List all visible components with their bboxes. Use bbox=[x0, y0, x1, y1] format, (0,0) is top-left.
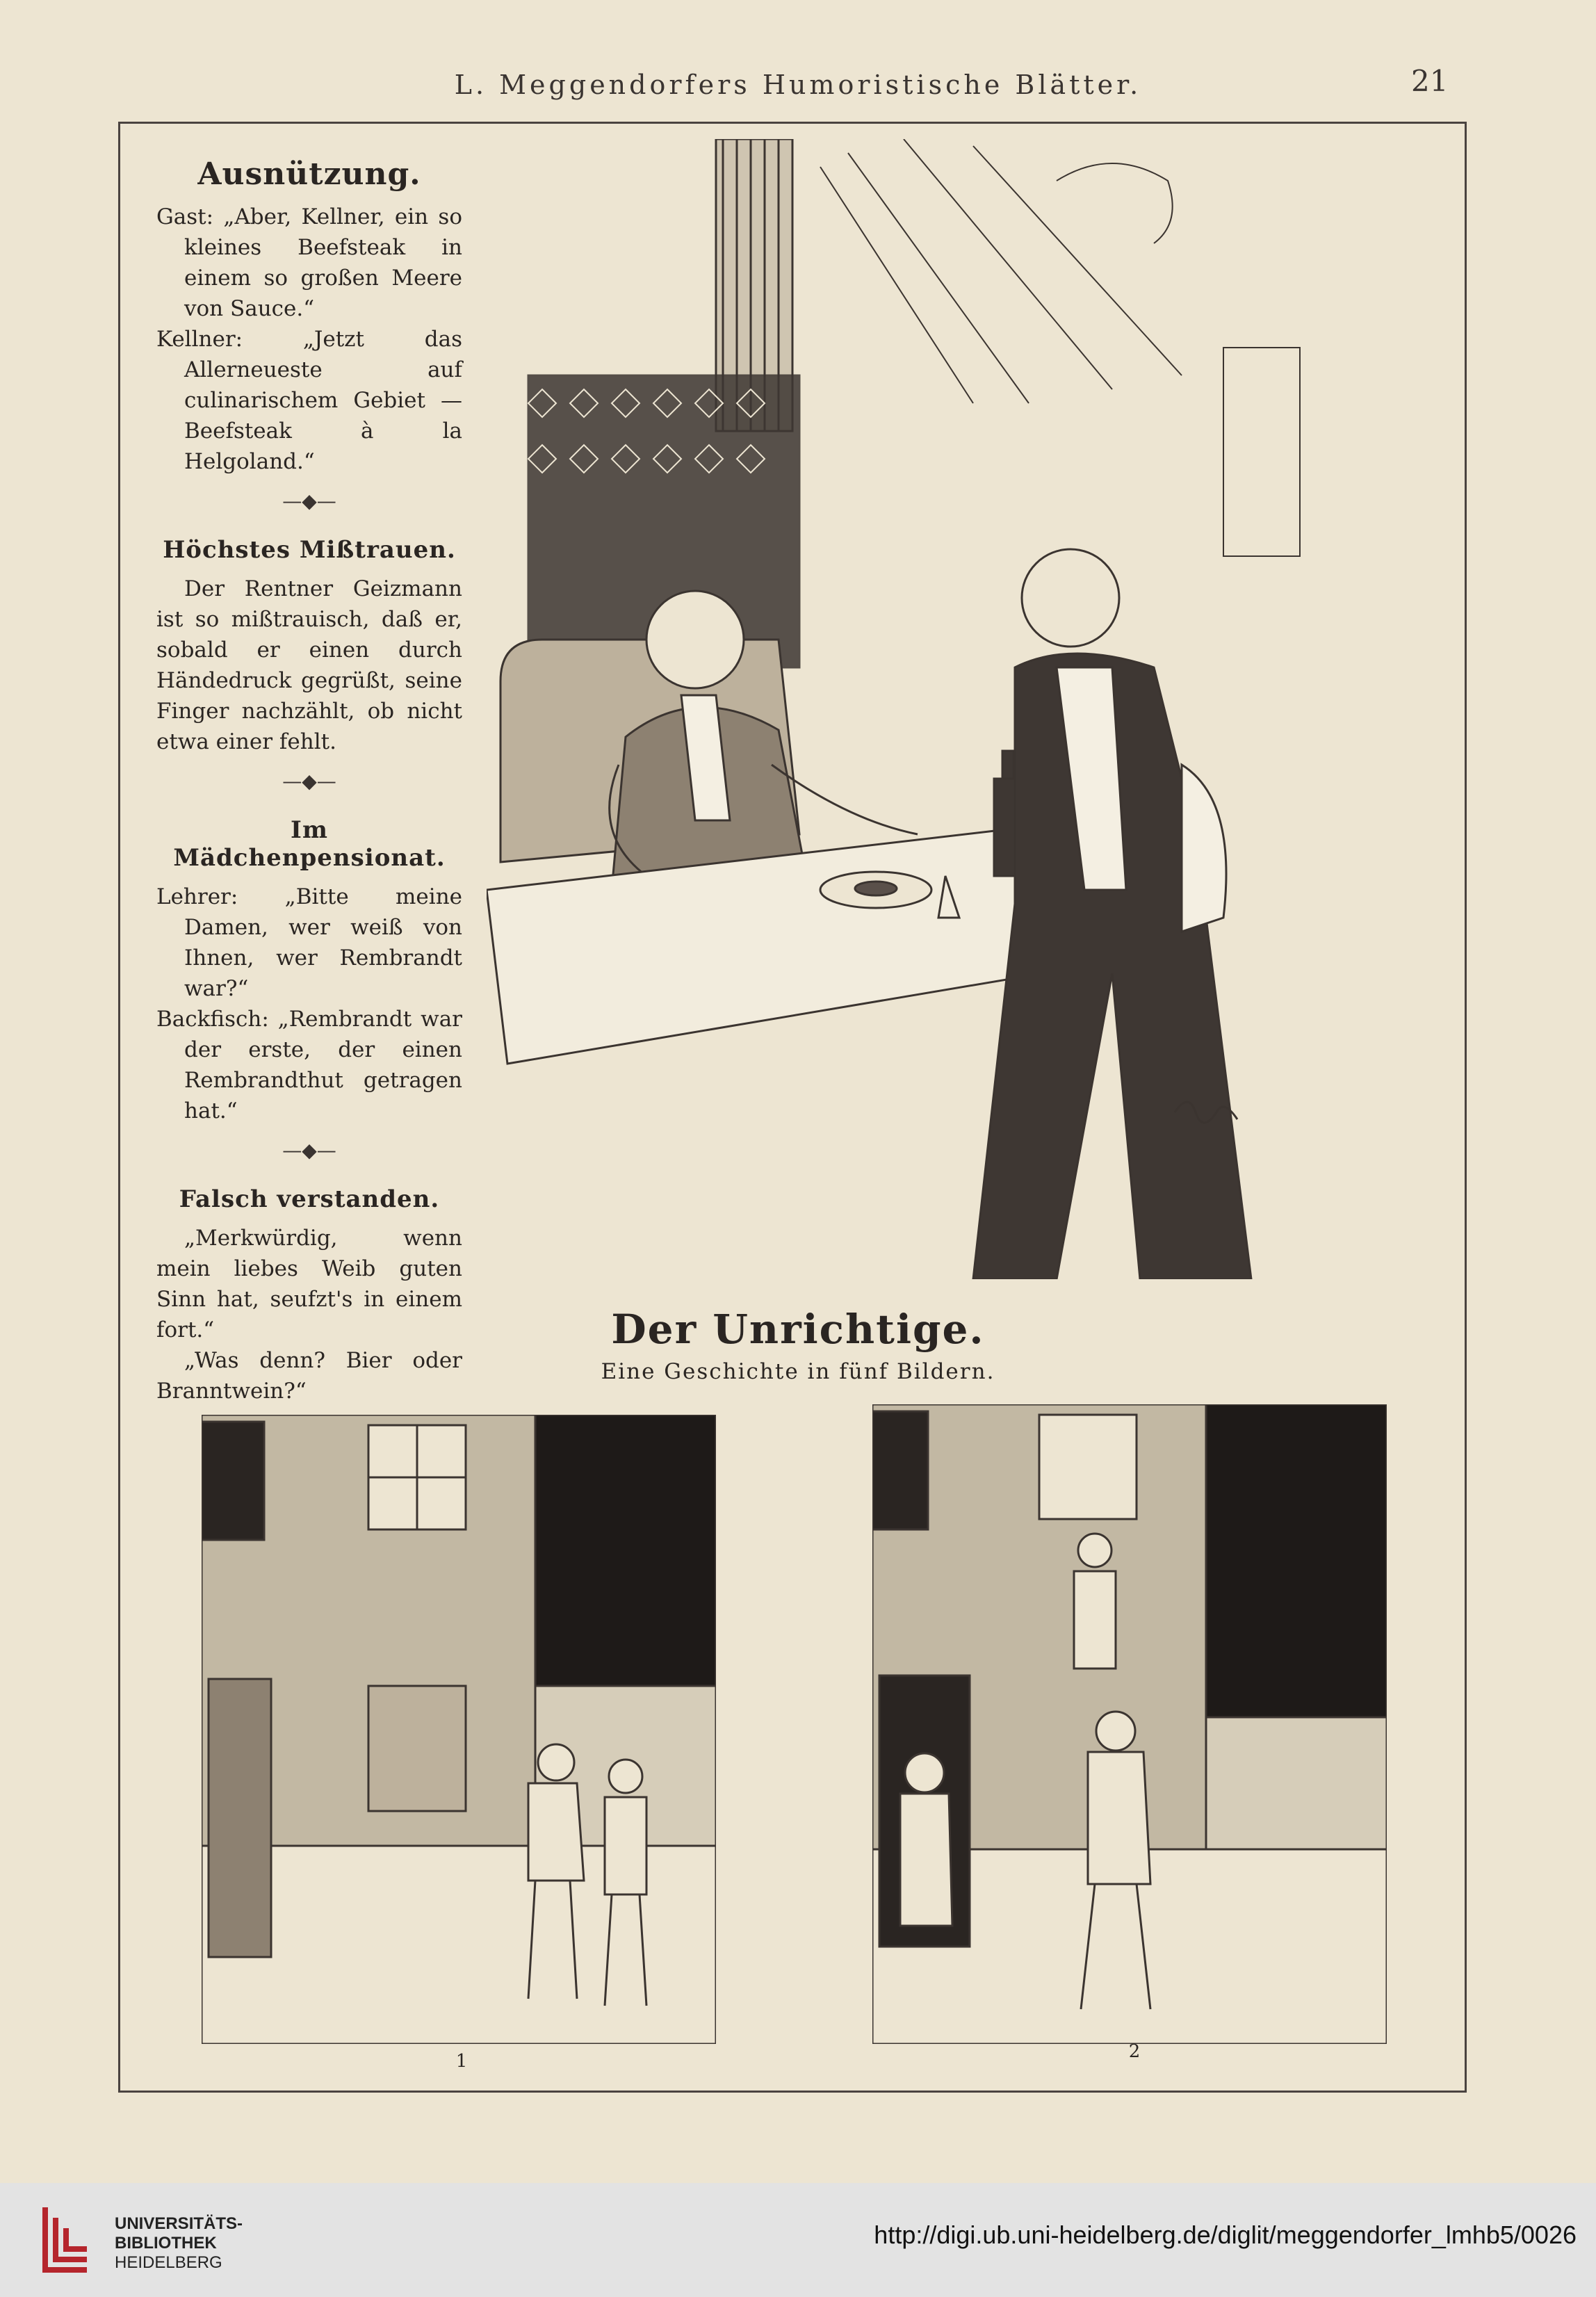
joke-title: Im Mädchenpensionat. bbox=[173, 816, 446, 872]
story-title: Der Unrichtige. bbox=[611, 1306, 985, 1353]
joke-line: Der Rentner Geizmann ist so mißtrauisch, daß er, sobald er einen durch Händedruck gegrüßt, seine Finger nachzählt, ob nicht etwa einer fehlt. bbox=[156, 576, 462, 754]
panel-label: 2 bbox=[1128, 2041, 1141, 2062]
joke-hoechstes-misstrauen bbox=[156, 536, 462, 793]
restaurant-illustration bbox=[487, 139, 1369, 1279]
joke-title: Höchstes Mißtrauen. bbox=[163, 536, 456, 564]
source-url-link[interactable]: http://digi.ub.uni-heidelberg.de/diglit/meggendorfer_lmhb5/0026 bbox=[874, 2221, 1577, 2249]
joke-ausnuetzung bbox=[156, 156, 462, 512]
panel-label: 1 bbox=[455, 2051, 468, 2072]
joke-maedchenpensionat bbox=[156, 816, 462, 1162]
library-logo-icon bbox=[24, 2197, 108, 2280]
library-name: UNIVERSITÄTS- BIBLIOTHEK HEIDELBERG bbox=[115, 2214, 243, 2272]
joke-line: Lehrer: „Bitte meine Damen, wer weiß von Ihnen, wer Rembrandt war?“ bbox=[156, 884, 462, 1001]
jokes-column bbox=[156, 156, 462, 1466]
story-subtitle: Eine Geschichte in fünf Bildern. bbox=[601, 1359, 995, 1384]
joke-line: Gast: „Aber, Kellner, ein so kleines Beefsteak in einem so großen Meere von Sauce.“ bbox=[156, 204, 462, 321]
story-panel-1 bbox=[202, 1415, 716, 2044]
separator-ornament: —◆— bbox=[282, 770, 336, 793]
joke-line: „Merkwürdig, wenn mein liebes Weib guten Sinn hat, seufzt's in einem fort.“ bbox=[156, 1226, 462, 1342]
separator-ornament: —◆— bbox=[282, 489, 336, 512]
joke-line: Backfisch: „Rembrandt war der erste, der einen Rembrandthut getragen hat.“ bbox=[156, 1007, 462, 1123]
page-number: 21 bbox=[1411, 64, 1449, 98]
running-head: L. Meggendorfers Humoristische Blätter. bbox=[454, 70, 1142, 100]
joke-line: „Was denn? Bier oder Branntwein?“ bbox=[156, 1348, 462, 1404]
story-panel-2 bbox=[872, 1404, 1387, 2044]
joke-line: Kellner: „Jetzt das Allerneueste auf culinarischem Gebiet — Beefsteak à la Helgoland.“ bbox=[156, 327, 462, 474]
library-footer bbox=[0, 2183, 1596, 2297]
joke-title: Falsch verstanden. bbox=[179, 1185, 440, 1213]
separator-ornament: —◆— bbox=[282, 1139, 336, 1162]
joke-title: Ausnützung. bbox=[197, 156, 421, 192]
